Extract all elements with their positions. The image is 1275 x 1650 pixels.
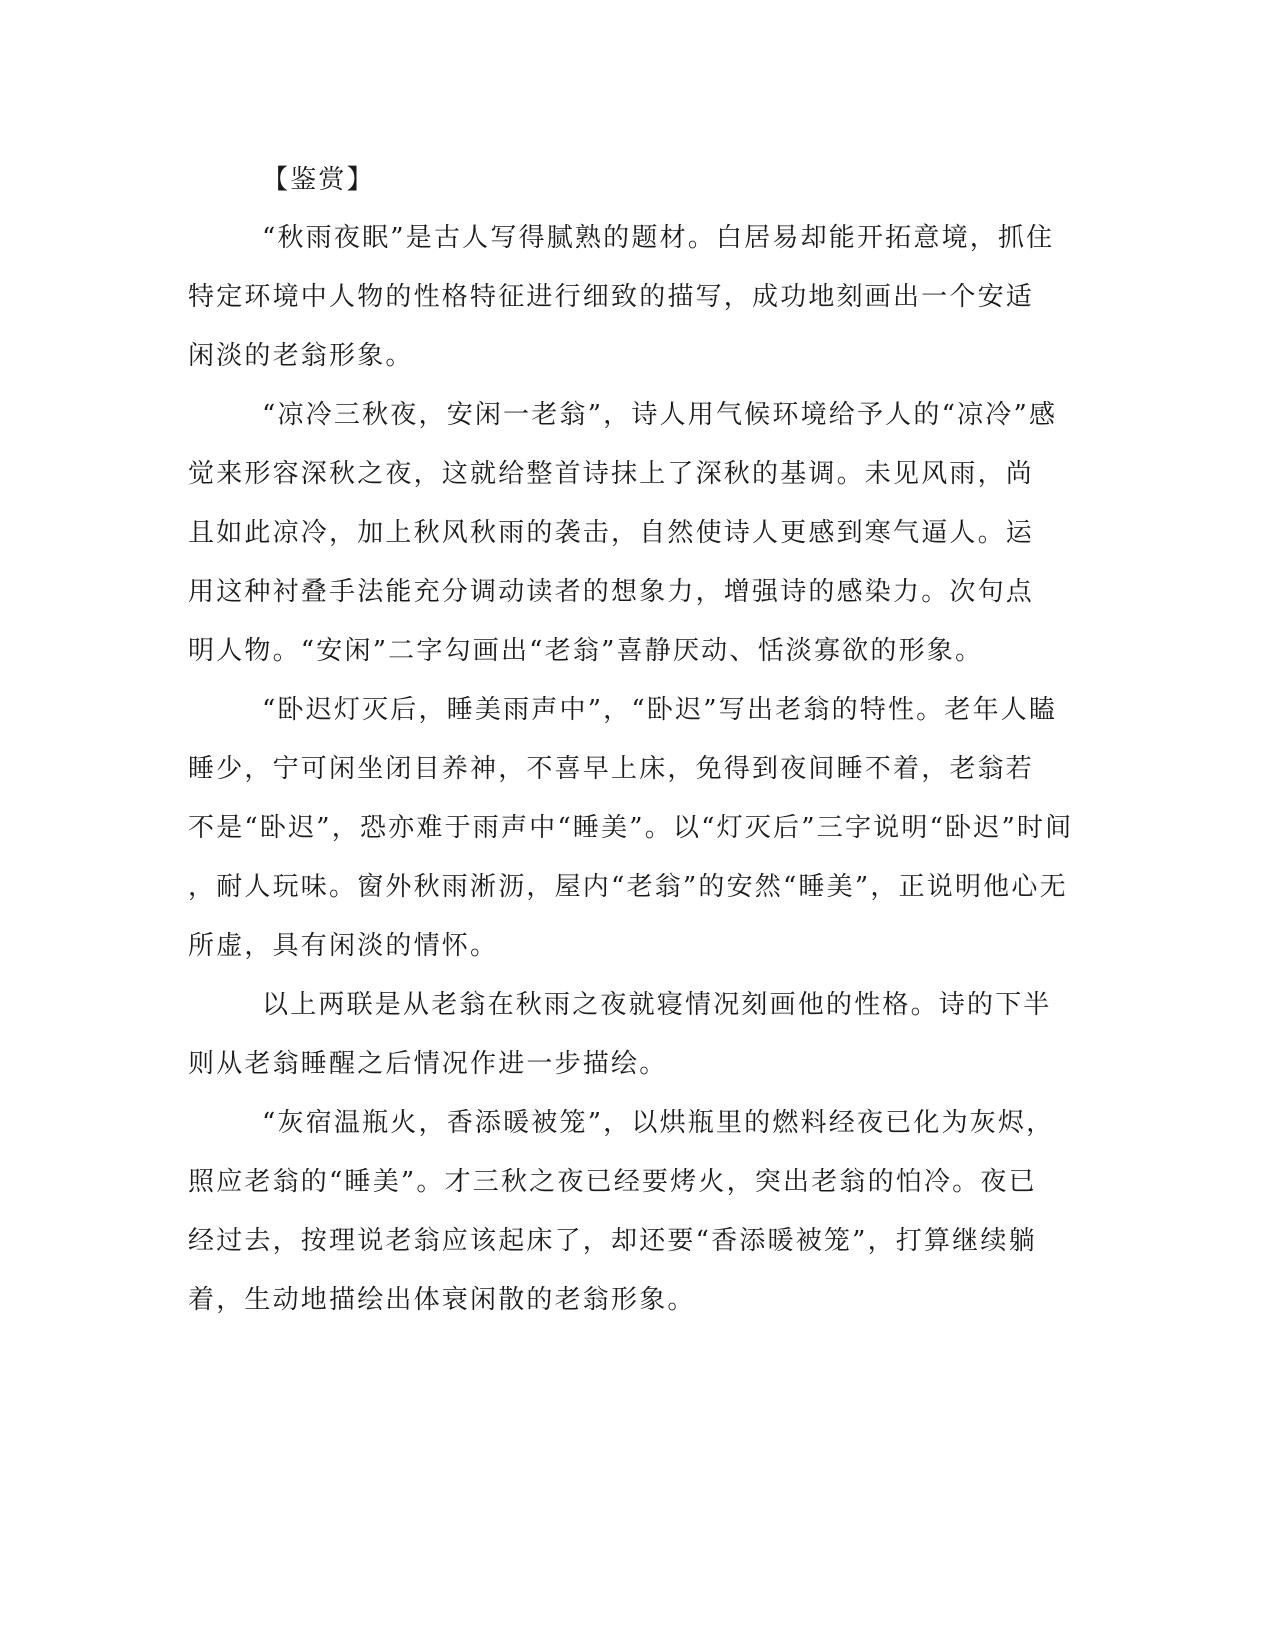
paragraph-2-line-4: 用这种衬叠手法能充分调动读者的想象力，增强诗的感染力。次句点: [188, 577, 1035, 607]
paragraph-3-line-3: 不是“卧迟”，恐亦难于雨声中“睡美”。以“灯灭后”三字说明“卧迟”时间: [188, 813, 1074, 843]
paragraph-4-line-1: 以上两联是从老翁在秋雨之夜就寝情况刻画他的性格。诗的下半: [262, 990, 1052, 1020]
paragraph-2-line-1: “凉冷三秋夜，安闲一老翁”，诗人用气候环境给予人的“凉冷”感: [262, 400, 1058, 430]
paragraph-1-line-2: 特定环境中人物的性格特征进行细致的描写，成功地刻画出一个安适: [188, 282, 1035, 312]
paragraph-1-line-1: “秋雨夜眠”是古人写得腻熟的题材。白居易却能开拓意境，抓住: [262, 223, 1055, 253]
paragraph-3-line-5: 所虚，具有闲淡的情怀。: [188, 931, 499, 961]
section-heading: 【鉴赏】: [262, 165, 375, 195]
paragraph-2-line-3: 且如此凉冷，加上秋风秋雨的袭击，自然使诗人更感到寒气逼人。运: [188, 518, 1035, 548]
paragraph-5-line-4: 着，生动地描绘出体衰闲散的老翁形象。: [188, 1285, 696, 1315]
paragraph-2-line-5: 明人物。“安闲”二字勾画出“老翁”喜静厌动、恬淡寡欲的形象。: [188, 636, 984, 666]
paragraph-5-line-2: 照应老翁的“睡美”。才三秋之夜已经要烤火，突出老翁的怕冷。夜已: [188, 1167, 1037, 1197]
paragraph-1-line-3: 闲淡的老翁形象。: [188, 341, 414, 371]
paragraph-4-line-2: 则从老翁睡醒之后情况作进一步描绘。: [188, 1049, 668, 1079]
paragraph-5-line-3: 经过去，按理说老翁应该起床了，却还要“香添暖被笼”，打算继续躺: [188, 1226, 1037, 1256]
paragraph-3-line-1: “卧迟灯灭后，睡美雨声中”，“卧迟”写出老翁的特性。老年人瞌: [262, 695, 1058, 725]
paragraph-2-line-2: 觉来形容深秋之夜，这就给整首诗抹上了深秋的基调。未见风雨，尚: [188, 459, 1035, 489]
paragraph-3-line-4: ，耐人玩味。窗外秋雨淅沥，屋内“老翁”的安然“睡美”，正说明他心无: [188, 872, 1068, 902]
paragraph-3-line-2: 睡少，宁可闲坐闭目养神，不喜早上床，免得到夜间睡不着，老翁若: [188, 754, 1035, 784]
paragraph-5-line-1: “灰宿温瓶火，香添暖被笼”，以烘瓶里的燃料经夜已化为灰烬，: [262, 1108, 1055, 1138]
